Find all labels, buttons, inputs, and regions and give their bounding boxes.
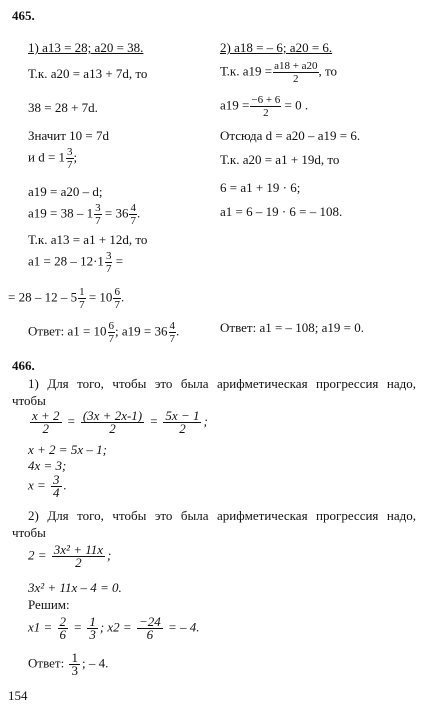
p466-eq1: $\frac{x + 2}{2}$ = $\frac{(3x + 2x-1)}{2}$ = $\frac{5x - 1}{2}$ ; — [32, 408, 208, 436]
p465-left-line2: 38 = 28 + 7d. — [28, 100, 98, 115]
p465-left-line3: Значит 10 = 7d — [28, 128, 109, 143]
p465-left-line9: = 28 – 12 – 5 $\frac{1}{7}$ = 10 $\frac{6}{7}$ . — [8, 286, 125, 311]
p465-right-line2: a19 = $\frac{-6 + 6}{2}$ = 0 . — [220, 94, 309, 119]
p466-part1-line1: 1) Для того, чтобы это была арифметическая прогрессия надо, — [28, 376, 416, 391]
p466-eq4: x = $\frac{3}{4}$ . — [28, 472, 67, 500]
p465-left-line6: a19 = 38 – 1 $\frac{3}{7}$ = 36 $\frac{4}{7}$ . — [28, 202, 141, 227]
p465-right-line4: Т.к. a20 = a1 + 19d, то — [220, 152, 340, 167]
p465-left-condition: 1) a13 = 28; a20 = 38. — [28, 40, 144, 55]
p465-left-answer: Ответ: a1 = 10 $\frac{6}{7}$ ; a19 = 36 $\frac{4}{7}$ . — [28, 320, 180, 345]
p465-left-line1: Т.к. a20 = a13 + 7d, то — [28, 66, 148, 81]
p466-eq5: 2 = $\frac{\text{3x² + 11x}}{2}$ ; — [28, 542, 112, 570]
p465-right-answer: Ответ: a1 = – 108; a19 = 0. — [220, 320, 365, 335]
p465-left-line4: и d = 1 $\frac{3}{7}$ ; — [28, 146, 78, 171]
p466-part1-line2: чтобы — [12, 393, 46, 408]
p466-eq3: 4x = 3; — [28, 458, 67, 473]
problem-466-number: 466. — [12, 358, 35, 373]
p466-part2-line2: чтобы — [12, 525, 46, 540]
p466-answer: Ответ: $\frac{1}{3}$ ; – 4. — [28, 650, 109, 678]
p465-left-line8: a1 = 28 – 12·1 $\frac{3}{7}$ = — [28, 250, 124, 275]
p465-right-line5: 6 = a1 + 19 · 6; — [220, 180, 301, 195]
p465-left-line7: Т.к. a13 = a1 + 12d, то — [28, 232, 148, 247]
p466-solve-label: Решим: — [28, 597, 70, 612]
p465-right-line3: Отсюда d = a20 – a19 = 6. — [220, 128, 361, 143]
p466-part2-line1: 2) Для того, чтобы это была арифметическая прогрессия надо, — [28, 508, 416, 523]
p465-right-condition: 2) a18 = – 6; a20 = 6. — [220, 40, 333, 55]
p466-eq7: x1 = $\frac{2}{6}$ = $\frac{1}{3}$ ; x2 = $\frac{-24}{6}$ = – 4. — [28, 614, 200, 642]
p465-right-line1: Т.к. a19 = $\frac{a18 + a20}{2}$ , то — [220, 60, 338, 85]
p465-right-line6: a1 = 6 – 19 · 6 = – 108. — [220, 204, 343, 219]
p465-left-line5: a19 = a20 – d; — [28, 184, 103, 199]
p466-eq2: x + 2 = 5x – 1; — [28, 442, 107, 457]
p466-eq6: 3x² + 11x – 4 = 0. — [28, 580, 122, 595]
page-number: 154 — [8, 688, 28, 703]
problem-465-number: 465. — [12, 8, 35, 23]
